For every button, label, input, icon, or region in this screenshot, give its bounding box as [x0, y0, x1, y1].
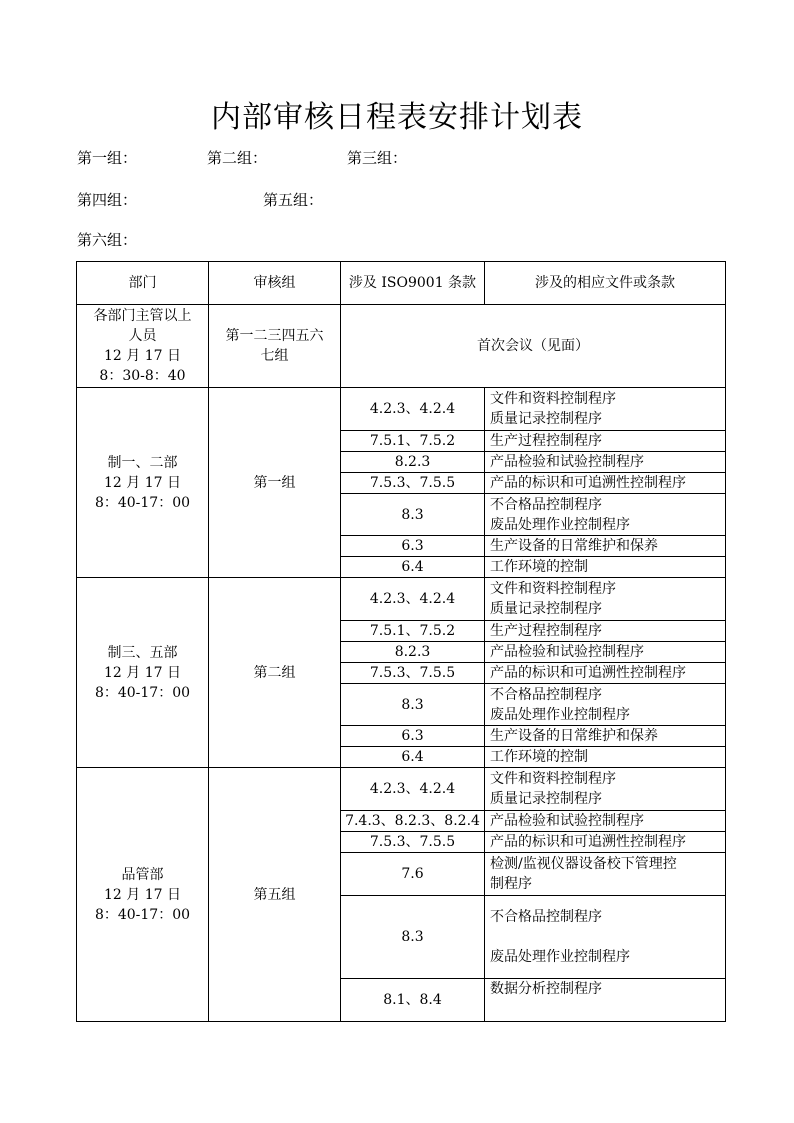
clause-cell: 8.2.3	[341, 452, 485, 473]
clause-cell: 7.5.3、7.5.5	[341, 663, 485, 684]
doc-cell	[485, 684, 726, 726]
section2-time: 8：40-17：00	[94, 684, 191, 701]
clause-cell: 7.6	[341, 853, 485, 896]
clause-cell: 7.4.3、8.2.3、8.2.4	[341, 811, 485, 832]
section3-dept-cell	[77, 768, 209, 1022]
group-3-label: 第三组：	[347, 149, 408, 167]
doc-line: 废品处理作业控制程序	[490, 706, 630, 723]
section1-dept-cell	[77, 388, 209, 578]
doc-cell	[485, 578, 726, 621]
opening-dept-line1: 各部门主管以上	[93, 308, 192, 324]
clause-cell: 8.3	[341, 494, 485, 536]
opening-dept-line2: 人员	[128, 328, 157, 344]
clause-cell: 6.3	[341, 726, 485, 747]
doc-line: 不合格品控制程序	[490, 686, 602, 703]
doc-line: 检测/监视仪器设备校下管理控	[490, 856, 677, 872]
section1-time: 8：40-17：00	[94, 494, 191, 511]
clause-cell: 6.4	[341, 557, 485, 578]
section2-team: 第二组	[209, 578, 341, 768]
doc-cell: 生产设备的日常维护和保养	[485, 726, 726, 747]
doc-cell: 产品检验和试验控制程序	[485, 811, 726, 832]
opening-dept-cell	[77, 305, 209, 388]
table-header-row	[77, 262, 726, 305]
group-5-label: 第五组：	[263, 191, 324, 209]
doc-cell	[485, 896, 726, 979]
doc-line: 质量记录控制程序	[490, 601, 602, 617]
doc-cell	[485, 853, 726, 896]
opening-event: 首次会议（见面）	[341, 305, 726, 388]
table-row	[77, 305, 726, 388]
table-row	[77, 768, 726, 811]
clause-cell: 8.3	[341, 684, 485, 726]
clause-cell: 4.2.3、4.2.4	[341, 578, 485, 621]
doc-line: 质量记录控制程序	[490, 411, 602, 427]
doc-cell: 产品的标识和可追溯性控制程序	[485, 832, 726, 853]
header-iso: 涉及 ISO9001 条款	[341, 262, 485, 305]
clause-cell: 4.2.3、4.2.4	[341, 388, 485, 431]
section3-dept: 品管部	[121, 866, 164, 883]
doc-line: 不合格品控制程序	[490, 496, 602, 513]
doc-cell: 数据分析控制程序	[485, 979, 726, 1022]
section1-team: 第一组	[209, 388, 341, 578]
doc-cell: 产品检验和试验控制程序	[485, 642, 726, 663]
doc-cell: 生产设备的日常维护和保养	[485, 536, 726, 557]
clause-cell: 6.4	[341, 747, 485, 768]
doc-line: 不合格品控制程序	[490, 909, 602, 925]
section2-dept-cell	[77, 578, 209, 768]
group-6-label: 第六组：	[77, 231, 138, 249]
clause-cell: 8.3	[341, 896, 485, 979]
clause-cell: 4.2.3、4.2.4	[341, 768, 485, 811]
doc-cell	[485, 388, 726, 431]
section3-time: 8：40-17：00	[94, 906, 191, 923]
clause-cell: 7.5.1、7.5.2	[341, 431, 485, 452]
table-row	[77, 578, 726, 621]
header-dept: 部门	[77, 262, 209, 305]
doc-cell	[485, 494, 726, 536]
doc-line: 文件和资料控制程序	[490, 391, 616, 407]
group-4-label: 第四组：	[77, 191, 138, 209]
section1-date: 12 月 17 日	[104, 474, 181, 491]
doc-cell: 产品的标识和可追溯性控制程序	[485, 663, 726, 684]
doc-line: 质量记录控制程序	[490, 791, 602, 807]
doc-cell: 生产过程控制程序	[485, 431, 726, 452]
group-2-label: 第二组：	[207, 149, 268, 167]
doc-cell: 生产过程控制程序	[485, 621, 726, 642]
doc-line: 废品处理作业控制程序	[490, 516, 630, 533]
doc-line: 文件和资料控制程序	[490, 771, 616, 787]
header-team: 审核组	[209, 262, 341, 305]
doc-cell: 产品的标识和可追溯性控制程序	[485, 473, 726, 494]
table-row	[77, 388, 726, 431]
opening-date: 12 月 17 日	[104, 348, 181, 364]
section1-dept: 制一、二部	[107, 454, 178, 471]
section2-dept: 制三、五部	[107, 644, 178, 661]
clause-cell: 7.5.3、7.5.5	[341, 473, 485, 494]
group-1-label: 第一组：	[77, 149, 138, 167]
clause-cell: 8.2.3	[341, 642, 485, 663]
doc-line: 文件和资料控制程序	[490, 581, 616, 597]
opening-team: 第一二三四五六七组	[209, 305, 341, 388]
clause-cell: 8.1、8.4	[341, 979, 485, 1022]
section3-team: 第五组	[209, 768, 341, 1022]
doc-cell: 工作环境的控制	[485, 557, 726, 578]
doc-spacer	[490, 927, 723, 947]
doc-line: 制程序	[490, 876, 532, 892]
clause-cell: 7.5.3、7.5.5	[341, 832, 485, 853]
doc-cell	[485, 768, 726, 811]
section3-date: 12 月 17 日	[104, 886, 181, 903]
doc-cell: 工作环境的控制	[485, 747, 726, 768]
doc-line: 废品处理作业控制程序	[490, 949, 630, 965]
doc-cell: 产品检验和试验控制程序	[485, 452, 726, 473]
section2-date: 12 月 17 日	[104, 664, 181, 681]
opening-time: 8：30-8：40	[99, 368, 186, 384]
page-title: 内部审核日程表安排计划表	[211, 100, 583, 135]
header-docs: 涉及的相应文件或条款	[485, 262, 726, 305]
clause-cell: 6.3	[341, 536, 485, 557]
clause-cell: 7.5.1、7.5.2	[341, 621, 485, 642]
schedule-table	[76, 261, 726, 1022]
